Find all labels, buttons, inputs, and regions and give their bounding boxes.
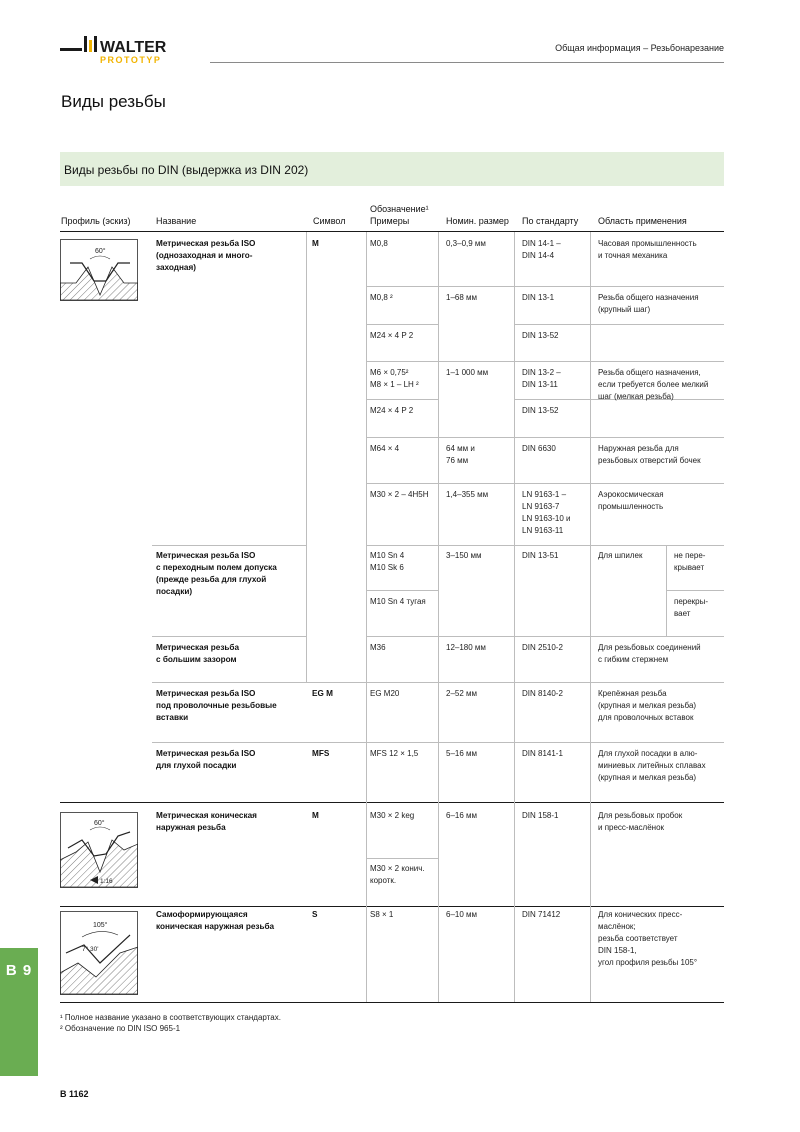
designation: M30 × 2 конич. коротк.	[370, 864, 425, 885]
standard: DIN 13-51	[522, 551, 559, 560]
application: Для шпилек	[598, 551, 643, 560]
table-bottom-rule	[60, 1002, 724, 1003]
thread-name: Метрическая коническая наружная резьба	[156, 811, 257, 832]
application: Резьба общего назначения (крупный шаг)	[598, 293, 699, 314]
designation: MFS 12 × 1,5	[370, 749, 419, 758]
application: Крепёжная резьба (крупная и мелкая резьба) для проволочных вставок	[598, 689, 697, 722]
application: Для резьбовых соединений с гибким стержнем	[598, 643, 701, 664]
iso-metric-profile-sketch	[60, 239, 138, 301]
header-application: Область применения	[598, 216, 687, 226]
col-divider	[306, 232, 307, 682]
standard: LN 9163-1 – LN 9163-7 LN 9163-10 и LN 9163-11	[522, 490, 571, 535]
col-divider	[666, 545, 667, 636]
walter-logo	[60, 36, 200, 72]
row-divider	[366, 361, 724, 362]
thread-name: Метрическая резьба ISO для глухой посадки	[156, 749, 256, 770]
header-profile: Профиль (эскиз)	[61, 216, 131, 226]
page-title: Виды резьбы	[61, 92, 166, 111]
section-title: Общая информация – Резьбонарезание	[555, 43, 724, 53]
standard: DIN 8140-2	[522, 689, 563, 698]
sketch3-angle-label: 105°	[93, 922, 108, 929]
chapter-tab-label: B 9	[5, 962, 33, 979]
designation: M10 Sn 4 M10 Sk 6	[370, 551, 405, 572]
application-note: перекры- вает	[674, 597, 709, 618]
row-divider	[152, 545, 306, 546]
thread-name: Метрическая резьба ISO (однозаходная и много- заходная)	[156, 239, 256, 272]
standard: DIN 2510-2	[522, 643, 563, 652]
application: Наружная резьба для резьбовых отверстий бочек	[598, 444, 701, 465]
standard: DIN 71412	[522, 910, 561, 919]
col-divider	[366, 232, 367, 1002]
designation: M36	[370, 643, 386, 652]
thread-name: Самоформирующаяся коническая наружная резьба	[156, 910, 275, 931]
conical-metric-profile-sketch	[60, 812, 138, 888]
standard: DIN 13-1	[522, 293, 555, 302]
standard: DIN 14-1 – DIN 14-4	[522, 239, 561, 260]
nominal-size: 1–68 мм	[446, 293, 478, 302]
header-standard: По стандарту	[522, 216, 579, 226]
application: Для конических пресс- маслёнок; резьба соответствует DIN 158-1, угол профиля резьбы 105°	[598, 910, 698, 967]
thread-symbol: M	[312, 811, 319, 820]
header-rule-bottom	[60, 231, 724, 232]
logo-subtext: PROTOTYP	[100, 55, 162, 65]
row-divider	[366, 324, 438, 325]
thread-symbol: M	[312, 239, 319, 248]
standard: DIN 8141-1	[522, 749, 563, 758]
thread-name: Метрическая резьба ISO под проволочные резьбовые вставки	[156, 689, 277, 722]
designation: M24 × 4 P 2	[370, 406, 414, 415]
table-title: Виды резьбы по DIN (выдержка из DIN 202)	[64, 163, 309, 177]
nominal-size: 1,4–355 мм	[446, 490, 489, 499]
designation: EG M20	[370, 689, 400, 698]
designation: M10 Sn 4 тугая	[370, 597, 426, 606]
application: Резьба общего назначения, если требуется более мелкий шаг (мелкая резьба)	[598, 368, 709, 401]
application-note: не пере- крывает	[674, 551, 706, 572]
nominal-size: 1–1 000 мм	[446, 368, 489, 377]
application: Для резьбовых пробок и пресс-маслёнок	[598, 811, 683, 832]
application: Для глухой посадки в алю- миниевых литейных сплавах (крупная и мелкая резьба)	[598, 749, 706, 782]
thread-name: Метрическая резьба ISO с переходным полем допуска (прежде резьба для глухой посадки)	[156, 551, 277, 596]
thread-symbol: EG M	[312, 689, 333, 698]
designation: M30 × 2 – 4H5H	[370, 490, 429, 499]
row-divider	[366, 286, 724, 287]
designation: M30 × 2 keg	[370, 811, 415, 820]
sketch3-half-angle-label: 7° 30'	[82, 946, 99, 953]
designation: M6 × 0,75² M8 × 1 – LH ²	[370, 368, 419, 389]
application: Аэрокосмическая промышленность	[598, 490, 664, 511]
nominal-size: 3–150 мм	[446, 551, 482, 560]
standard: DIN 13-2 – DIN 13-11	[522, 368, 561, 389]
application: Часовая промышленность и точная механика	[598, 239, 697, 260]
designation: S8 × 1	[370, 910, 394, 919]
nominal-size: 12–180 мм	[446, 643, 486, 652]
header-designation: Обозначение¹ Примеры	[370, 204, 429, 226]
sketch2-angle-label: 60°	[94, 820, 105, 827]
standard: DIN 13-52	[522, 406, 559, 415]
standard: DIN 6630	[522, 444, 556, 453]
thread-symbol: MFS	[312, 749, 330, 758]
header-size: Номин. размер	[446, 216, 509, 226]
designation: M24 × 4 P 2	[370, 331, 414, 340]
row-divider	[366, 590, 438, 591]
self-forming-profile-sketch	[60, 911, 138, 995]
group-divider	[60, 802, 724, 803]
nominal-size: 6–10 мм	[446, 910, 478, 919]
row-divider	[366, 545, 724, 546]
thread-name: Метрическая резьба с большим зазором	[156, 643, 240, 664]
nominal-size: 5–16 мм	[446, 749, 478, 758]
designation: M64 × 4	[370, 444, 400, 453]
nominal-size: 2–52 мм	[446, 689, 478, 698]
designation: M0,8	[370, 239, 388, 248]
row-divider	[366, 858, 438, 859]
thread-symbol: S	[312, 910, 318, 919]
nominal-size: 0,3–0,9 мм	[446, 239, 486, 248]
page-number: B 1162	[60, 1089, 89, 1099]
row-divider	[366, 483, 724, 484]
row-divider	[366, 437, 724, 438]
standard: DIN 13-52	[522, 331, 559, 340]
row-divider	[366, 636, 724, 637]
group-divider	[60, 906, 724, 907]
designation: M0,8 ²	[370, 293, 393, 302]
header-rule	[210, 62, 724, 63]
row-divider	[366, 399, 438, 400]
footnote-1: ¹ Полное название указано в соответствующих стандартах.	[60, 1013, 281, 1022]
nominal-size: 64 мм и 76 мм	[446, 444, 475, 465]
row-divider	[152, 636, 306, 637]
col-divider	[590, 232, 591, 1002]
col-divider	[514, 232, 515, 1002]
col-divider	[438, 232, 439, 1002]
header-symbol: Символ	[313, 216, 346, 226]
nominal-size: 6–16 мм	[446, 811, 478, 820]
sketch1-angle-label: 60°	[95, 248, 106, 255]
standard: DIN 158-1	[522, 811, 559, 820]
header-name: Название	[156, 216, 197, 226]
row-divider	[666, 590, 724, 591]
footnote-2: ² Обозначение по DIN ISO 965-1	[60, 1024, 181, 1033]
row-divider	[514, 324, 724, 325]
logo-text: WALTER	[100, 39, 167, 56]
sketch2-taper-label: 1:16	[100, 878, 113, 885]
